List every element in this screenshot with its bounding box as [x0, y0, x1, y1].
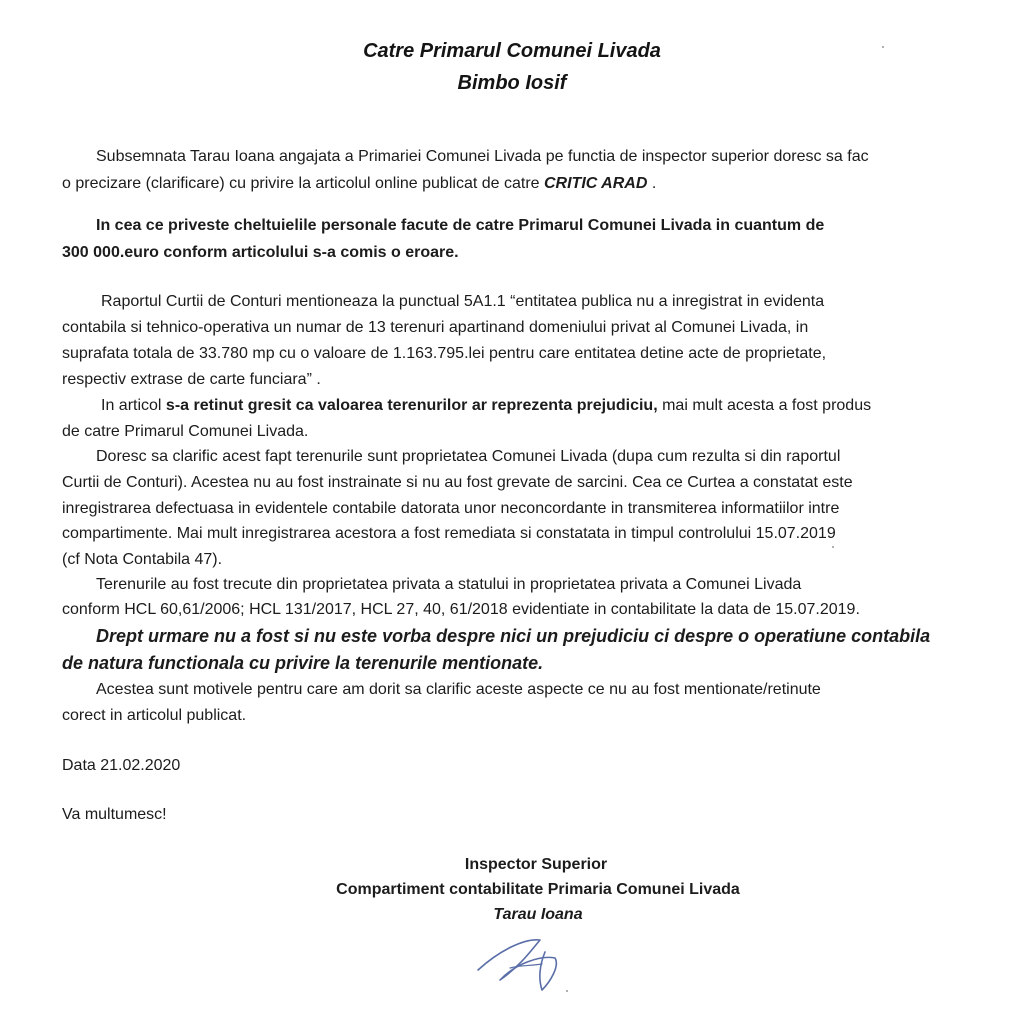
- signatory-name: Tarau Ioana: [493, 906, 583, 923]
- clarify-line-2: Curtii de Conturi). Acestea nu au fost instrainate si nu au fost grevate de sarcini. Cea ce Curtea a constatat este: [62, 474, 853, 491]
- scan-speck: [566, 990, 568, 992]
- closing-thanks: Va multumesc!: [62, 806, 167, 823]
- article-line-1: [101, 396, 1024, 416]
- statement-line-1: In cea ce priveste cheltuielile personale facute de catre Primarul Comunei Livada in cuantum de: [96, 217, 825, 234]
- letter-title-mayor-name: Bimbo Iosif: [457, 72, 567, 94]
- letter-title-recipient: Catre Primarul Comunei Livada: [363, 40, 661, 62]
- intro-line-2-tail: .: [647, 175, 657, 192]
- clarify-line-4: compartimente. Mai mult inregistrarea acestora a fost remediata si constatata in timpul controlului 15.07.2019: [62, 525, 836, 542]
- intro-line-1: Subsemnata Tarau Ioana angajata a Primariei Comunei Livada pe functia de inspector superior doresc sa fac: [96, 148, 869, 165]
- report-line-1: Raportul Curtii de Conturi mentioneaza la punctual 5A1.1 “entitatea publica nu a inregistrat in evidenta: [101, 293, 825, 310]
- statement-line-2: 300 000.euro conform articolului s-a comis o eroare.: [62, 244, 459, 261]
- reasons-line-1: Acestea sunt motivele pentru care am dorit sa clarific aceste aspecte ce nu au fost mentionate/retinute: [96, 681, 821, 698]
- lands-line-1: Terenurile au fost trecute din proprietatea privata a statului in proprietatea privata a Comunei Livada: [96, 576, 802, 593]
- lands-line-2: conform HCL 60,61/2006; HCL 131/2017, HCL 27, 40, 61/2018 evidentiate in contabilitate la data de 15.07.2019.: [62, 601, 860, 618]
- clarify-line-1: Doresc sa clarific acest fapt terenurile sunt proprietatea Comunei Livada (dupa cum rezulta si din raportul: [96, 448, 841, 465]
- report-line-2: contabila si tehnico-operativa un numar de 13 terenuri apartinand domeniului privat al Comunei Livada, in: [62, 319, 809, 336]
- signatory-role: Inspector Superior: [464, 856, 608, 873]
- signatory-department: Compartiment contabilitate Primaria Comunei Livada: [336, 881, 740, 898]
- article-line-1-suffix: mai mult acesta a fost produs: [657, 397, 872, 414]
- clarify-line-3: inregistrarea defectuasa in evidentele contabile datorata unor neconcordante in transmiterea informatiilor intre: [62, 500, 840, 517]
- clarify-line-5: (cf Nota Contabila 47).: [62, 551, 223, 568]
- report-line-4: respectiv extrase de carte funciara” .: [62, 371, 321, 388]
- article-line-2: de catre Primarul Comunei Livada.: [62, 423, 309, 440]
- scan-speck: [882, 46, 884, 48]
- intro-line-2: [62, 174, 1022, 194]
- conclusion-line-2: de natura functionala cu privire la terenurile mentionate.: [62, 653, 544, 673]
- publication-name: CRITIC ARAD: [543, 175, 648, 192]
- conclusion-line-1: Drept urmare nu a fost si nu este vorba despre nici un prejudiciu ci despre o operatiune contabila: [96, 626, 931, 646]
- letter-date: Data 21.02.2020: [62, 757, 181, 774]
- intro-line-2-text: o precizare (clarificare) cu privire la articolul online publicat de catre: [62, 175, 544, 192]
- article-line-1-bold: s-a retinut gresit ca valoarea terenurilor ar reprezenta prejudiciu,: [165, 397, 658, 414]
- handwritten-signature-icon: [470, 930, 580, 1000]
- reasons-line-2: corect in articolul publicat.: [62, 707, 247, 724]
- article-line-1-prefix: In articol: [101, 397, 166, 414]
- report-line-3: suprafata totala de 33.780 mp cu o valoare de 1.163.795.lei pentru care entitatea detine acte de proprietate,: [62, 345, 827, 362]
- scan-speck: [832, 546, 834, 548]
